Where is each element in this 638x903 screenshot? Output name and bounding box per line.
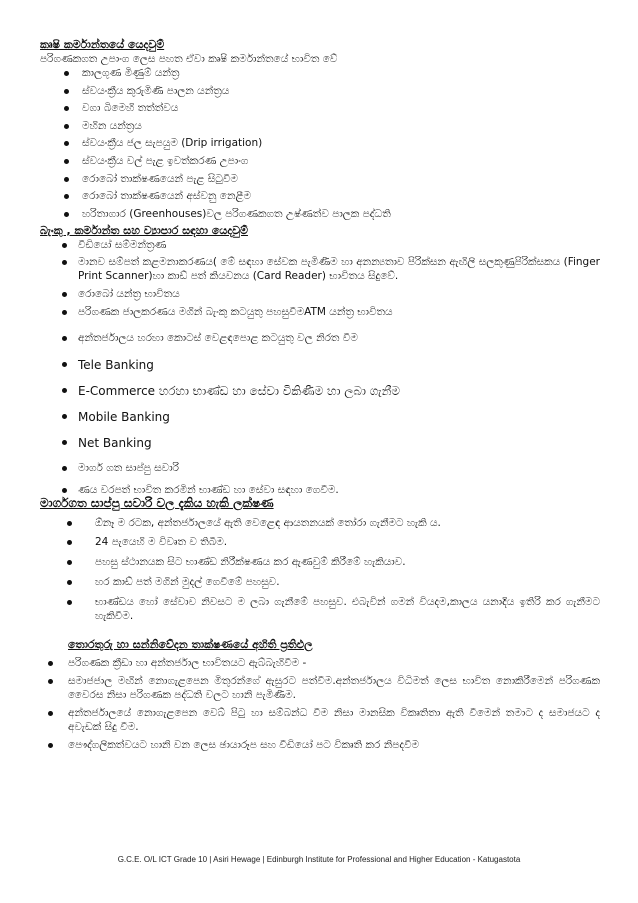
list-item: ණය වරපත් භාවිත කරමින් භාණ්ඩ හා සේවා සඳහා ගෙවීම.: [40, 483, 600, 497]
bullet-icon: [62, 362, 67, 367]
banking-section: [40, 224, 600, 497]
list-item: Mobile Banking: [40, 409, 600, 425]
list-item: ස්වයංක්‍රීය වල් පැළ ඉවත්කරණ උපාංග: [40, 154, 600, 168]
bullet-icon: [62, 292, 67, 297]
ict-negative-effects-section: [40, 638, 600, 752]
bullet-icon: [64, 71, 69, 76]
list-item: භාණ්ඩය හෝ සේවාව නිවසට ම ලබා ගැනීමේ පහසුව. එබැවින් ගමන් වියදම,කාලය යනාදිය ඉතිරි කර ගැනීමට හැකිවීම.: [40, 595, 600, 623]
list-item: මහින යන්ත්‍රය: [40, 119, 600, 133]
banking-heading: බැංකු , කර්මාන්ත සහ ව්‍යාපාර සඳහා යෙදවුම්: [40, 224, 248, 237]
bullet-icon: [64, 177, 69, 182]
list-item: අන්තර්ජාලයේ නොගැළපෙන වෙබ් පිටු හා සම්බන්ධ වීම නිසා මානසික විකෘතිතා ඇති වීමෙන් තමාට ද සමාජයට ද අවැඩක් සිදු වීම.: [40, 706, 600, 734]
list-item: සමාජජාල මඟින් නොගැළපෙන මිතුරන්ගේ ඇසුරට පත්වීම.අන්තර්ජාලය විධිමත් ලෙස භාවිත නොකිරීමෙන් පරිගණක වෛරස නිසා පරිගණක පද්ධති වලට හානි පැමිණීම.: [40, 674, 600, 702]
list-item: Net Banking: [40, 435, 600, 451]
bullet-icon: [62, 466, 67, 471]
list-item: ස්වයංක්‍රීය ජල සැපයුම (Drip irrigation): [40, 136, 600, 150]
agriculture-intro: පරිගණකගත උපාංග ලෙස පහත ඒවා කෘෂි කර්මාන්තයේ භාවිත වේ: [40, 53, 338, 65]
bullet-icon: [62, 310, 67, 315]
list-item: රොබෝ යන්ත්‍ර භාවිතය: [40, 287, 600, 301]
agriculture-list: [40, 66, 600, 221]
bullet-icon: [67, 560, 72, 565]
bullet-icon: [62, 388, 67, 393]
bullet-icon: [48, 743, 53, 748]
list-item: වීඩියෝ සම්මන්ත්‍රණ: [40, 238, 600, 252]
bullet-icon: [62, 488, 67, 493]
bullet-icon: [64, 124, 69, 129]
list-item: මාර්ග ගත සාප්පු සවාරි: [40, 461, 600, 475]
bullet-icon: [48, 711, 53, 716]
ict-negative-effects-heading: තොරතුරු හා සන්නිවේදන තාක්ෂණයේ අහිති ප්‍රතිඵල: [68, 638, 313, 651]
bullet-icon: [64, 194, 69, 199]
bullet-icon: [62, 243, 67, 248]
list-item: ඕනෑ ම රටක, අන්තර්ජාලයේ ඇති වෙළෙඳ ආයතනයක් තෝරා ගැනීමට හැකි ය.: [40, 516, 600, 530]
list-item: හර කාඩ් පත් මගින් මුදල් ගෙවීමේ පහසුව.: [40, 575, 600, 589]
list-item: E-Commerce හරහා භාණ්ඩ හා සේවා විකිණීම හා ලබා ගැනීම: [40, 383, 600, 399]
bullet-icon: [62, 260, 67, 265]
list-item: මානව සම්පත් කළමනාකරණය( මේ සඳහා සේවක පැමිණීම හා අනන්‍යතාව පිරික්සන ඇඟිලි සලකුණුපිරික්සකය (Finger Print Scanner)හා කාඩ් පත් කියවනය (Card Reader) භාවිතය සිදුවේ.: [40, 255, 600, 283]
list-item: 24 පැයෙහි ම විවෘත ව තිබීම.: [40, 535, 600, 549]
bullet-icon: [48, 679, 53, 684]
bullet-icon: [62, 336, 67, 341]
agriculture-heading: කෘෂි කර්මාන්තයේ යෙදවුම්: [40, 38, 165, 51]
list-item: හරිතාගාර (Greenhouses)වල පරිගණකගත උෂ්ණත්ව පාලක පද්ධති: [40, 207, 600, 221]
list-item: ස්වයංක්‍රීය කුරුමිණි පාලන යන්ත්‍රය: [40, 84, 600, 98]
agriculture-section: [40, 38, 600, 224]
online-shopping-heading: මාර්ගගත සාප්පු සවාරි වල දැකිය හැකි ලක්ෂණ: [40, 496, 274, 510]
bullet-icon: [64, 106, 69, 111]
list-item: පරිගණක ක්‍රීඩා හා අන්තර්ජාල භාවිතයට ඇබ්බැහිවීම -: [40, 656, 600, 670]
page-footer: G.C.E. O/L ICT Grade 10 | Asiri Hewage | Edinburgh Institute for Professional and Higher Education - Katugastota: [117, 855, 521, 864]
list-item: රොබෝ තාක්ෂණයෙන් අස්වනු නෙළීම: [40, 189, 600, 203]
online-shopping-section: [40, 496, 600, 623]
bullet-icon: [67, 600, 72, 605]
list-item: රොබෝ තාක්ෂණයෙන් පැළ සිටුවීම: [40, 172, 600, 186]
bullet-icon: [64, 141, 69, 146]
ict-negative-effects-list: [40, 656, 600, 752]
bullet-icon: [62, 440, 67, 445]
bullet-icon: [64, 89, 69, 94]
list-item: පෞද්ගලිකත්වයට හානි වන ලෙස ඡායාරූප සහ වීඩියෝ පට විකෘති කර නිපදවීම: [40, 738, 600, 752]
list-item: කාලගුණ මිණුම් යන්ත්‍ර: [40, 66, 600, 80]
bullet-icon: [64, 212, 69, 217]
list-item: පහසු ස්ථානයක සිට භාණ්ඩ නිරීක්ෂණය කර ඇණවුම් කිරීමේ හැකියාව.: [40, 555, 600, 569]
bullet-icon: [67, 540, 72, 545]
banking-list: [40, 238, 600, 497]
list-item: වගා බිමෙහි තත්ත්වය: [40, 101, 600, 115]
list-item: අන්තර්ජාලය හරහා කොටස් වෙළඳපොළ කටයුතු වල නිරත වීම: [40, 331, 600, 345]
bullet-icon: [48, 661, 53, 666]
bullet-icon: [67, 580, 72, 585]
bullet-icon: [62, 414, 67, 419]
bullet-icon: [67, 521, 72, 526]
list-item: පරිගණක ජාලකරණය මගින් බැංකු කටයුතු පහසුවීමATM යන්ත්‍ර භාවිතය: [40, 305, 600, 319]
bullet-icon: [64, 159, 69, 164]
list-item: Tele Banking: [40, 357, 600, 373]
online-shopping-list: [40, 516, 600, 623]
